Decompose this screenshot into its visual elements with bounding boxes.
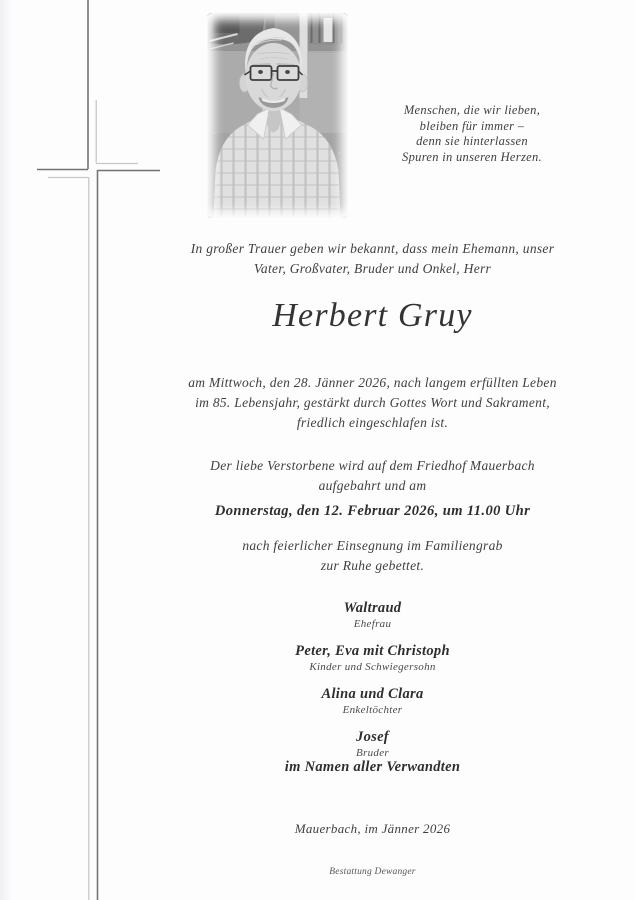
funeral-info-line: zur Ruhe gebettet. <box>320 558 425 573</box>
announcement-intro <box>150 239 595 279</box>
deceased-name: Herbert Gruy <box>272 297 473 334</box>
mourner-entry <box>150 685 595 717</box>
notice-line: friedlich eingeschlafen ist. <box>296 415 449 430</box>
epigraph-line: bleiben für immer – <box>419 118 525 133</box>
portrait-photo <box>207 13 348 218</box>
epigraph-line: Menschen, die wir lieben, <box>403 103 541 117</box>
epigraph <box>380 103 564 165</box>
mourner-entry <box>150 728 595 760</box>
mourner-relation: Enkeltöchter <box>342 704 403 716</box>
mourner-names: Waltraud <box>343 600 402 616</box>
mourner-names: Alina und Clara <box>321 686 424 702</box>
mourner-names: Josef <box>356 729 389 745</box>
funeral-info-line: nach feierlicher Einsegnung im Familiengrab <box>242 538 503 553</box>
funeral-home-name: Bestattung Dewanger <box>329 867 416 877</box>
place-date-line: Mauerbach, im Jänner 2026 <box>294 821 451 836</box>
mourners-list <box>150 599 595 771</box>
funeral-info-line: aufgebahrt und am <box>318 478 427 493</box>
funeral-info-line: Der liebe Verstorbene wird auf dem Friedhof Mauerbach <box>210 458 535 473</box>
funeral-info-2 <box>150 536 595 576</box>
death-notice <box>150 373 595 433</box>
mourner-relation: Bruder <box>356 747 389 759</box>
notice-line: im 85. Lebensjahr, gestärkt durch Gottes Wort und Sakrament, <box>195 395 550 410</box>
epigraph-line: Spuren in unseren Herzen. <box>402 149 542 164</box>
intro-line: Vater, Großvater, Bruder und Onkel, Herr <box>253 261 492 276</box>
closing-line: im Namen aller Verwandten <box>284 759 461 775</box>
mourner-entry <box>150 599 595 631</box>
funeral-info <box>150 456 595 496</box>
mourner-relation: Ehefrau <box>353 618 392 630</box>
notice-line: am Mittwoch, den 28. Jänner 2026, nach langem erfüllten Leben <box>188 375 557 390</box>
intro-line: In großer Trauer geben wir bekannt, dass mein Ehemann, unser <box>190 241 555 256</box>
mourner-relation: Kinder und Schwiegersohn <box>309 661 436 673</box>
mourner-entry <box>150 642 595 674</box>
mourner-names: Peter, Eva mit Christoph <box>295 643 450 659</box>
funeral-date: Donnerstag, den 12. Februar 2026, um 11.00 Uhr <box>214 503 531 519</box>
epigraph-line: denn sie hinterlassen <box>416 134 528 148</box>
